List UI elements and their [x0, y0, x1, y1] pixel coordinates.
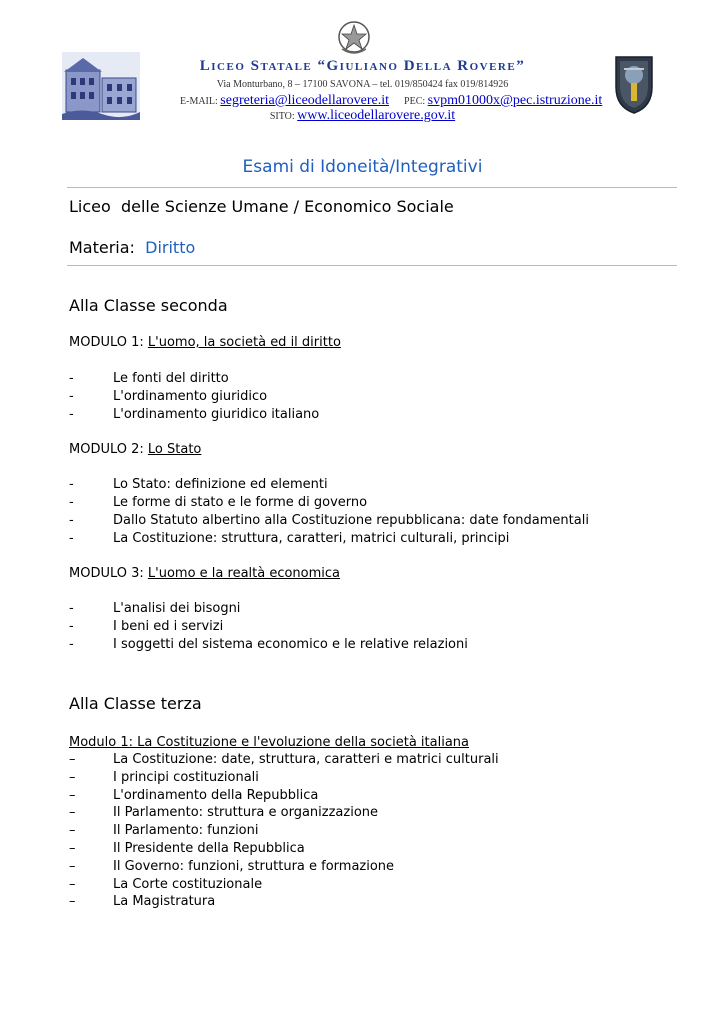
- list-item-text: La Costituzione: date, struttura, caratteri e matrici culturali: [113, 752, 499, 767]
- bullet-dash: –: [69, 823, 76, 839]
- bullet-dash: –: [69, 787, 76, 803]
- course-name: Liceo delle Scienze Umane / Economico Sociale: [69, 197, 454, 216]
- bullet-dash: –: [69, 876, 76, 892]
- bullet-dash: -: [69, 513, 74, 528]
- module-label: MODULO 3:: [69, 566, 148, 581]
- module-heading: [69, 566, 340, 581]
- email-label: E-MAIL:: [180, 96, 218, 107]
- module-label: MODULO 2:: [69, 442, 148, 457]
- bullet-dash: -: [69, 495, 74, 510]
- divider: [67, 187, 677, 188]
- list-item-text: Lo Stato: definizione ed elementi: [113, 477, 328, 492]
- list-item-text: La Magistratura: [113, 894, 216, 910]
- module-label: MODULO 1:: [69, 335, 148, 350]
- class-heading-third: Alla Classe terza: [69, 694, 202, 713]
- bullet-dash: –: [69, 840, 76, 856]
- pec-label: PEC:: [404, 96, 426, 107]
- school-address: Via Monturbano, 8 – 17100 SAVONA – tel. 019/850424 fax 019/814926: [216, 79, 509, 90]
- list-item-text: I beni ed i servizi: [113, 619, 224, 634]
- contact-line: [180, 93, 602, 109]
- bullet-dash: –: [69, 805, 76, 821]
- bullet-dash: -: [69, 407, 74, 422]
- module-heading: [69, 335, 341, 350]
- list-item-text: Il Governo: funzioni, struttura e formazione: [113, 858, 395, 874]
- bullet-dash: -: [69, 531, 74, 546]
- divider: [67, 265, 677, 266]
- class-heading-second: Alla Classe seconda: [69, 296, 228, 315]
- bullet-dash: –: [69, 752, 76, 767]
- bullet-dash: -: [69, 371, 74, 386]
- bullet-dash: –: [69, 894, 76, 910]
- bullet-dash: -: [69, 619, 74, 634]
- module-title: L'uomo, la società ed il diritto: [147, 335, 341, 350]
- bullet-dash: –: [69, 858, 76, 874]
- list-item-text: I soggetti del sistema economico e le relative relazioni: [113, 637, 468, 652]
- module-title: Lo Stato: [147, 442, 202, 457]
- list-item-text: Le forme di stato e le forme di governo: [113, 495, 368, 510]
- list-item-text: Il Parlamento: struttura e organizzazione: [113, 805, 379, 821]
- website-line: [0, 108, 725, 124]
- bullet-dash: -: [69, 389, 74, 404]
- module-title: L'uomo e la realtà economica: [147, 566, 341, 581]
- republic-emblem-icon: [336, 19, 372, 57]
- letterhead: [0, 0, 725, 130]
- bullet-dash: –: [69, 769, 76, 785]
- list-item-text: Il Presidente della Repubblica: [113, 840, 305, 856]
- list-item-text: L'ordinamento giuridico: [113, 389, 268, 404]
- list-item-text: La Corte costituzionale: [113, 876, 263, 892]
- module-heading: Modulo 1: La Costituzione e l'evoluzione della società italiana: [69, 735, 469, 750]
- pec-link[interactable]: svpm01000x@pec.istruzione.it: [427, 93, 603, 108]
- subject-value: Diritto: [145, 238, 196, 257]
- list-item-text: Il Parlamento: funzioni: [113, 823, 259, 839]
- bullet-dash: -: [69, 637, 74, 652]
- list-item-text: L'ordinamento giuridico italiano: [113, 407, 320, 422]
- list-item-text: Le fonti del diritto: [113, 371, 229, 386]
- email-link[interactable]: segreteria@liceodellarovere.it: [220, 93, 390, 108]
- list-item-text: L'analisi dei bisogni: [113, 601, 241, 616]
- site-label: SITO:: [269, 111, 295, 122]
- subject-label: Materia:: [69, 238, 135, 257]
- bullet-dash: -: [69, 601, 74, 616]
- school-name-text: Liceo Statale “Giuliano Della Rovere”: [199, 58, 526, 74]
- bullet-dash: -: [69, 477, 74, 492]
- website-link[interactable]: www.liceodellarovere.gov.it: [297, 108, 456, 123]
- list-item-text: L'ordinamento della Repubblica: [113, 787, 319, 803]
- school-name: [0, 58, 725, 75]
- list-item-text: I principi costituzionali: [113, 769, 259, 785]
- document-title: Esami di Idoneità/Integrativi: [242, 157, 483, 177]
- list-item-text: La Costituzione: struttura, caratteri, matrici culturali, principi: [113, 531, 510, 546]
- list-item-text: Dallo Statuto albertino alla Costituzione repubblicana: date fondamentali: [113, 513, 589, 528]
- module-heading: [69, 442, 201, 457]
- subject-line: [69, 238, 195, 257]
